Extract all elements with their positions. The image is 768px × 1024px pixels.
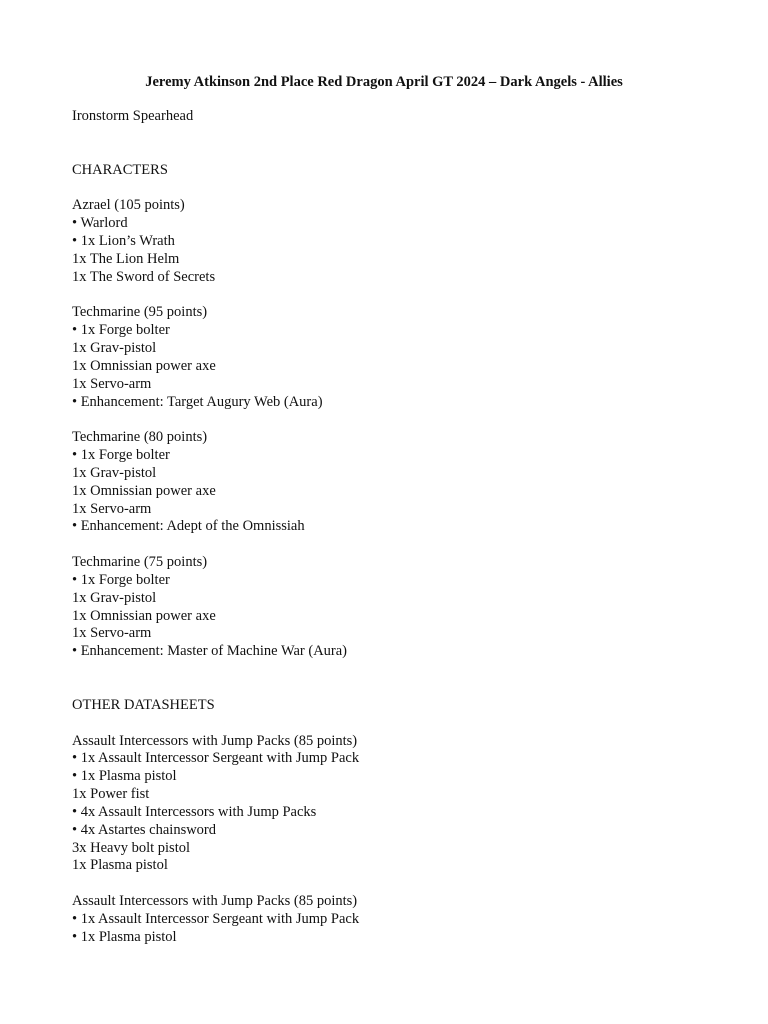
unit-line: 3x Heavy bolt pistol: [72, 839, 191, 856]
unit-line: 1x Omnissian power axe: [72, 482, 216, 499]
unit-line: 1x Grav-pistol: [72, 339, 157, 356]
unit-line: 1x The Sword of Secrets: [72, 268, 216, 285]
unit-line: 1x Omnissian power axe: [72, 357, 216, 374]
unit-line: 1x The Lion Helm: [72, 250, 180, 267]
unit-techmarine-1: [72, 304, 712, 411]
spacer: [72, 179, 712, 197]
spacer: [72, 411, 712, 429]
detachment-name: Ironstorm Spearhead: [72, 108, 194, 124]
section-heading-characters: CHARACTERS: [72, 161, 168, 178]
unit-line: • 1x Assault Intercessor Sergeant with Jump Pack: [72, 750, 360, 767]
spacer: [72, 286, 712, 304]
unit-line: • 1x Forge bolter: [72, 322, 170, 339]
unit-line: 1x Omnissian power axe: [72, 607, 216, 624]
spacer: [72, 126, 712, 162]
unit-line: • 1x Lion’s Wrath: [72, 232, 175, 249]
unit-line: • 1x Plasma pistol: [72, 928, 177, 945]
spacer: [72, 715, 712, 733]
spacer: [72, 536, 712, 554]
unit-line: 1x Power fist: [72, 786, 150, 803]
unit-line: • Enhancement: Target Augury Web (Aura): [72, 393, 323, 410]
unit-assault-intercessors-1: [72, 733, 712, 876]
unit-azrael: [72, 197, 712, 286]
unit-line: • Enhancement: Adept of the Omnissiah: [72, 518, 305, 535]
unit-line: • 4x Astartes chainsword: [72, 821, 217, 838]
unit-name: Techmarine (80 points): [72, 429, 208, 446]
unit-name: Assault Intercessors with Jump Packs (85 points): [72, 732, 358, 749]
unit-line: • 4x Assault Intercessors with Jump Packs: [72, 803, 317, 820]
unit-line: • 1x Forge bolter: [72, 447, 170, 464]
spacer: [72, 661, 712, 697]
unit-name: Techmarine (75 points): [72, 554, 208, 571]
unit-line: 1x Servo-arm: [72, 625, 152, 642]
unit-line: • Enhancement: Master of Machine War (Aura): [72, 643, 348, 660]
unit-line: 1x Servo-arm: [72, 500, 152, 517]
spacer: [72, 875, 712, 893]
unit-line: • 1x Plasma pistol: [72, 768, 177, 785]
unit-line: • Warlord: [72, 215, 128, 232]
unit-line: 1x Plasma pistol: [72, 857, 168, 874]
unit-line: • 1x Forge bolter: [72, 571, 170, 588]
army-list: [72, 108, 712, 947]
unit-name: Azrael (105 points): [72, 197, 185, 214]
unit-techmarine-3: [72, 554, 712, 661]
unit-name: Assault Intercessors with Jump Packs (85 points): [72, 893, 358, 910]
unit-line: 1x Grav-pistol: [72, 464, 157, 481]
unit-techmarine-2: [72, 429, 712, 536]
section-heading-other-datasheets: OTHER DATASHEETS: [72, 696, 215, 713]
unit-assault-intercessors-2: [72, 893, 712, 947]
unit-line: 1x Servo-arm: [72, 375, 152, 392]
unit-name: Techmarine (95 points): [72, 304, 208, 321]
unit-line: • 1x Assault Intercessor Sergeant with Jump Pack: [72, 910, 360, 927]
document-title: Jeremy Atkinson 2nd Place Red Dragon April GT 2024 – Dark Angels - Allies: [145, 74, 623, 90]
unit-line: 1x Grav-pistol: [72, 589, 157, 606]
